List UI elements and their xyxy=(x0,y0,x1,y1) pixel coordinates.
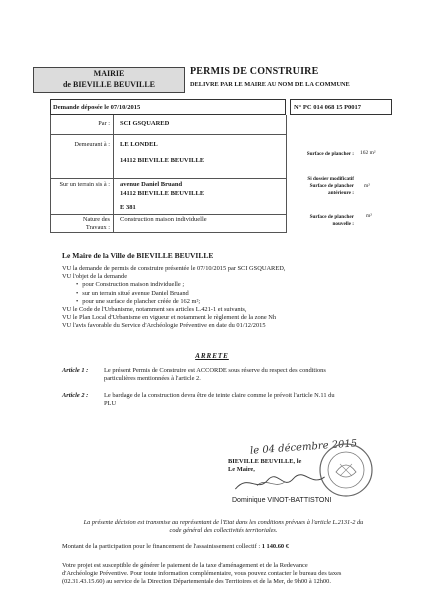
nature-value: Construction maison individuelle xyxy=(120,216,207,223)
article-2-label: Article 2 : xyxy=(62,392,89,399)
mairie-line-1: MAIRIE xyxy=(93,69,125,78)
article-1-line-1: Le présent Permis de Construire est ACCORDE sous réserve du respect des conditions xyxy=(104,367,326,374)
surface-label: Surface de plancher : xyxy=(306,151,354,157)
arrete-heading: ARRETE xyxy=(195,352,229,360)
participation-amount xyxy=(62,543,289,551)
demeurant-line-1: LE LONDEL xyxy=(120,141,158,148)
transmission-note-line-1: La présente décision est transmise au représentant de l'Etat dans les conditions prévues à l'article L.2131-2 du xyxy=(83,519,364,526)
modificatif-label-1: Si dossier modificatif xyxy=(307,176,354,182)
signatory-name: Dominique VINOT-BATTISTONI xyxy=(232,497,332,504)
taxe-line-2: d'Archéologie Préventive. Pour toute information complémentaire, vous pouvez contacter le bureau des taxes xyxy=(62,570,342,578)
signature-scribble-icon xyxy=(228,470,338,496)
mairie-line-2: de BIEVILLE BEUVILLE xyxy=(62,80,156,89)
table-bottom-border xyxy=(50,232,287,233)
modificatif-label-3: antérieure : xyxy=(328,190,354,196)
table-row-line xyxy=(50,178,287,179)
montant-value: 1 140.60 € xyxy=(261,543,289,550)
vu-code-urbanisme: VU le Code de l'Urbanisme, notamment ses articles L.421-1 et suivants, xyxy=(62,306,247,314)
vu-archeologie: VU l'avis favorable du Service d'Archéologie Préventive en date du 01/12/2015 xyxy=(62,322,266,330)
nouvelle-label-2: nouvelle : xyxy=(332,221,354,227)
nature-label-1: Nature des xyxy=(82,216,110,223)
montant-label: Montant de la participation pour le financement de l'assainissement collectif : xyxy=(62,543,261,550)
taxe-info xyxy=(62,562,402,587)
list-item: • pour Construction maison individuelle ; xyxy=(76,281,397,289)
terrain-line-1: avenue Daniel Bruand xyxy=(120,181,183,188)
list-item: • sur un terrain situé avenue Daniel Bruand xyxy=(76,290,397,298)
table-row-line xyxy=(50,214,287,215)
mairie-box xyxy=(33,67,185,93)
considerants xyxy=(62,265,397,331)
table-row-line xyxy=(50,134,287,135)
nouvelle-unit: m² xyxy=(366,213,372,219)
nature-label-2: Travaux : xyxy=(85,224,110,231)
demeurant-line-2: 14112 BIEVILLE BEUVILLE xyxy=(120,157,205,164)
article-1-label: Article 1 : xyxy=(62,367,89,374)
terrain-label: Sur un terrain sis à : xyxy=(59,181,110,188)
handwritten-date: le 04 décembre 2015 xyxy=(249,438,358,457)
signature-role: Le Maire, xyxy=(228,466,255,473)
vu-demande: VU la demande de permis de construire présentée le 07/10/2015 par SCI GSQUARED, xyxy=(62,265,286,272)
terrain-line-3: E 381 xyxy=(120,204,136,211)
article-2-text xyxy=(104,392,404,408)
taxe-line-3: (02.31.43.15.60) au service de la Direction Départementale des Territoires et de la Mer, de 9h00 à 12h00. xyxy=(62,578,331,586)
modificatif-label-2: Surface de plancher xyxy=(309,183,354,189)
article-2-line-1: Le bardage de la construction devra être de teinte claire comme le prévoit l'article N.11 du xyxy=(104,392,335,399)
article-2-line-2: PLU xyxy=(104,400,117,408)
demeurant-label: Demeurant à : xyxy=(74,141,110,148)
transmission-note xyxy=(56,519,391,535)
terrain-line-2: 14112 BIEVILLE BEUVILLE xyxy=(120,190,205,197)
vu-objet: VU l'objet de la demande xyxy=(62,273,128,281)
vu-plu: VU le Plan Local d'Urbanisme en vigueur et notamment le règlement de la zone Nh xyxy=(62,314,277,322)
surface-value: 162 m² xyxy=(360,150,376,156)
demande-box: Demande déposée le 07/10/2015 xyxy=(50,99,286,115)
signature-place: BIEVILLE BEUVILLE, le xyxy=(228,458,302,465)
taxe-line-1: Votre projet est susceptible de générer le paiement de la taxe d'aménagement et de la Redevance xyxy=(62,562,308,569)
document-subtitle: DELIVRE PAR LE MAIRE AU NOM DE LA COMMUNE xyxy=(190,81,350,88)
pc-number-box: N° PC 014 068 15 P0017 xyxy=(290,99,392,115)
article-1-line-2: particulières mentionnées à l'article 2. xyxy=(104,375,201,383)
maire-heading: Le Maire de la Ville de BIEVILLE BEUVILLE xyxy=(62,251,214,260)
par-label: Par : xyxy=(98,120,110,127)
article-1-text xyxy=(104,367,404,383)
modificatif-unit: m² xyxy=(364,183,370,189)
document-title: PERMIS DE CONSTRUIRE xyxy=(190,66,319,77)
par-value: SCI GSQUARED xyxy=(120,120,170,127)
nouvelle-label-1: Surface de plancher xyxy=(309,214,354,220)
list-item: • pour une surface de plancher créée de 162 m²; xyxy=(76,298,397,306)
objet-list xyxy=(62,281,397,306)
transmission-note-line-2: code général des collectivités territoriales. xyxy=(169,527,278,534)
